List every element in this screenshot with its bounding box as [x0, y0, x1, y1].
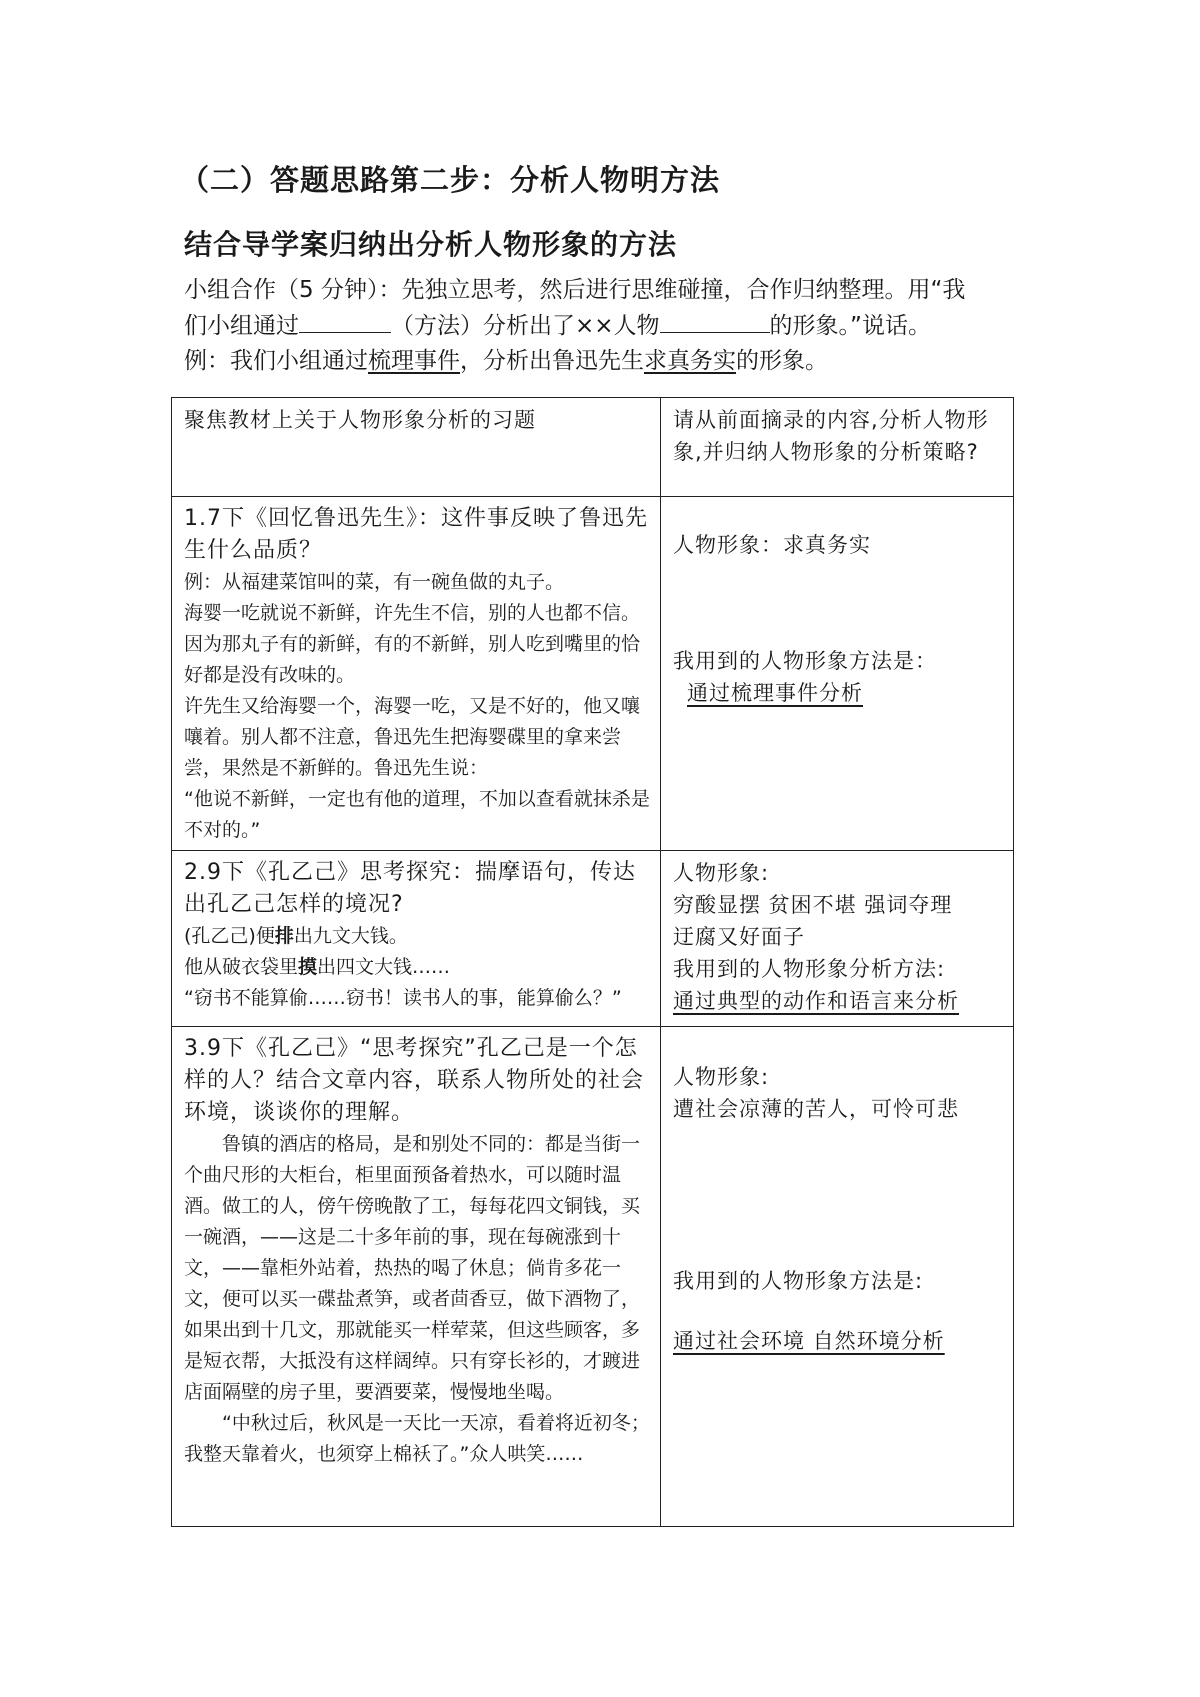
header-right-cell: 请从前面摘录的内容,分析人物形象,并归纳人物形象的分析策略? [661, 398, 1014, 497]
row1-text: “他说不新鲜，一定也有他的道理，不加以查看就抹杀是不对的。” [184, 788, 650, 841]
table-row [172, 851, 1014, 1027]
row2-text-a: 他从破衣袋里 [184, 956, 299, 978]
row2-left-cell [172, 851, 661, 1027]
row2-text [184, 921, 650, 952]
row2-verb-mo: 摸 [298, 956, 318, 978]
table-row [172, 497, 1014, 851]
row3-method-label: 我用到的人物形象方法是: [673, 1269, 924, 1293]
header-left-cell: 聚焦教材上关于人物形象分析的习题 [172, 398, 661, 497]
row2-image: 迂腐又好面子 [673, 925, 805, 949]
subheading: 结合导学案归纳出分析人物形象的方法 [184, 228, 678, 261]
row2-text-a: (孔乙己)便 [184, 925, 275, 947]
row1-right-cell [661, 497, 1014, 851]
example-method: 梳理事件 [368, 348, 460, 374]
row3-left-cell [172, 1027, 661, 1527]
row2-text [184, 952, 650, 983]
row2-text-c: 出四文大钱…… [317, 956, 451, 978]
intro-paragraph [184, 273, 1034, 379]
analysis-table [171, 397, 1014, 1527]
row2-verb-pai: 排 [274, 925, 294, 947]
example-image: 求真务实 [644, 348, 736, 374]
row1-image: 人物形象：求真务实 [673, 533, 871, 557]
row2-image: 穷酸显摆 贫困不堪 强词夺理 [673, 893, 953, 917]
row2-text: “窃书不能算偷……窃书！读书人的事，能算偷么？” [184, 987, 622, 1009]
row1-method [673, 677, 1003, 709]
row3-question: 3.9下《孔乙己》“思考探究”孔乙己是一个怎样的人？结合文章内容，联系人物所处的社会环境，谈谈你的理解。 [184, 1036, 645, 1125]
intro-line-2-c: 的形象。”说话。 [769, 313, 931, 339]
row1-method-text: 通过梳理事件分析 [687, 681, 863, 705]
row1-left-cell [172, 497, 661, 851]
example-prefix: 例：我们小组通过 [184, 348, 368, 374]
fill-blank-method [299, 308, 391, 333]
row1-text: 海婴一吃就说不新鲜，许先生不信，别的人也都不信。因为那丸子有的新鲜，有的不新鲜，别人吃到嘴里的恰好都是没有改味的。 [184, 602, 641, 686]
row3-image-label: 人物形象: [673, 1065, 770, 1089]
row2-question: 2.9下《孔乙己》思考探究：揣摩语句，传达出孔乙己怎样的境况? [184, 860, 636, 917]
row2-right-cell [661, 851, 1014, 1027]
intro-line-1: 小组合作（5 分钟）：先独立思考，然后进行思维碰撞，合作归纳整理。用“我 [184, 277, 966, 303]
table-header-row [172, 398, 1014, 497]
table-row [172, 1027, 1014, 1527]
intro-line-2 [184, 308, 1034, 344]
row3-method [673, 1325, 1003, 1357]
intro-line-3 [184, 344, 1034, 379]
row3-image: 遭社会凉薄的苦人，可怜可悲 [673, 1097, 959, 1121]
row3-text: “中秋过后，秋风是一天比一天凉，看着将近初冬；我整天靠着火，也须穿上棉袄了。”众人哄笑…… [184, 1412, 650, 1465]
row2-text-c: 出九文大钱。 [293, 925, 408, 947]
row2-method: 通过典型的动作和语言来分析 [673, 989, 959, 1013]
row1-text: 例：从福建菜馆叫的菜，有一碗鱼做的丸子。 [184, 571, 565, 593]
example-middle: ，分析出鲁迅先生 [460, 348, 644, 374]
intro-line-2-a: 们小组通过 [184, 313, 299, 339]
row1-method-label: 我用到的人物形象方法是： [673, 649, 937, 673]
fill-blank-figure [660, 308, 770, 333]
row3-method-text: 通过社会环境 自然环境分析 [673, 1329, 945, 1353]
row2-image-label: 人物形象: [673, 861, 770, 885]
intro-line-2-b: （方法）分析出了××人物 [391, 313, 660, 339]
section-heading: （二）答题思路第二步：分析人物明方法 [180, 163, 721, 197]
row2-method-label: 我用到的人物形象分析方法: [673, 957, 946, 981]
row1-text: 许先生又给海婴一个，海婴一吃，又是不好的，他又嚷嚷着。别人都不注意，鲁迅先生把海婴碟里的拿来尝尝，果然是不新鲜的。鲁迅先生说： [184, 695, 641, 779]
row3-text: 鲁镇的酒店的格局，是和别处不同的：都是当街一个曲尺形的大柜台，柜里面预备着热水，可以随时温酒。做工的人，傍午傍晚散了工，每每花四文铜钱，买一碗酒，——这是二十多年前的事，现在每碗涨到十文，——靠柜外站着，热热的喝了休息；倘肯多花一文，便可以买一碟盐煮笋，或者茴香豆，做下酒物了，如果出到十几文，那就能买一样荤菜，但这些顾客，多是短衣帮，大抵没有这样阔绰。只有穿长衫的，才踱进店面隔壁的房子里，要酒要菜，慢慢地坐喝。 [184, 1133, 641, 1403]
example-suffix: 的形象。 [736, 348, 828, 374]
row3-right-cell [661, 1027, 1014, 1527]
row1-question: 1.7下《回忆鲁迅先生》：这件事反映了鲁迅先生什么品质？ [184, 506, 648, 563]
